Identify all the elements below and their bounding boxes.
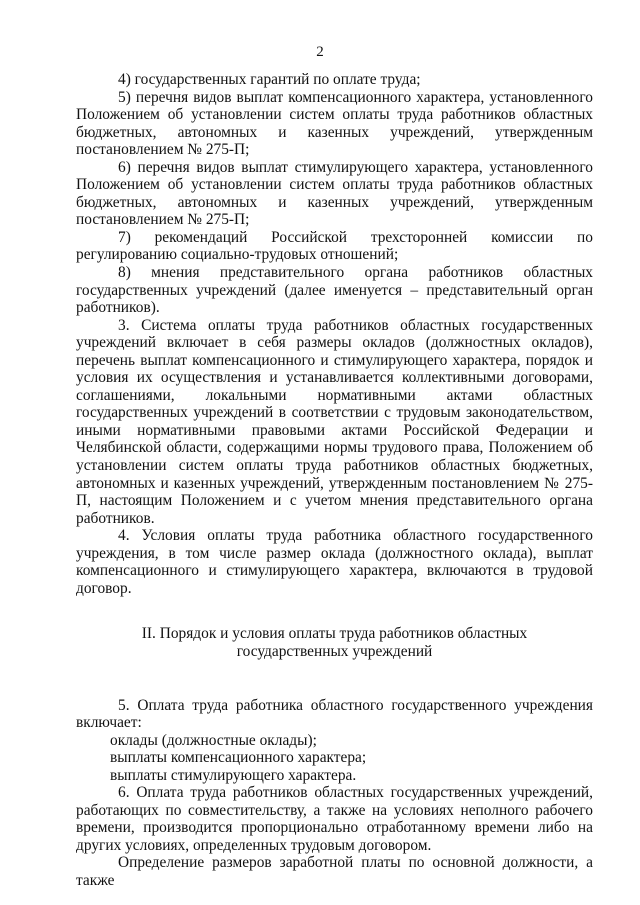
- page-number: 2: [316, 44, 324, 60]
- paragraph-5-intro: 5. Оплата труда работника областного государственного учреждения включает:: [76, 696, 593, 732]
- paragraph-6: 6. Оплата труда работников областных государственных учреждений, работающих по совместительству, а также на условиях неполного рабочего времени, производится пропорционально отработанному времени либо на других условиях, определенных трудовым договором.: [76, 784, 593, 854]
- document-body: [76, 71, 593, 890]
- paragraph-6-continued: Определение размеров заработной платы по основной должности, а также: [76, 854, 593, 889]
- paragraph-item-7: 7) рекомендаций Российской трехсторонней комиссии по регулированию социально-трудовых отношений;: [76, 228, 593, 264]
- paragraph-5-item: выплаты стимулирующего характера.: [110, 766, 357, 784]
- paragraph-item-5: 5) перечня видов выплат компенсационного характера, установленного Положением об установлении систем оплаты труда работников областных бюджетных, автономных и казенных учреждений, утвержденным постановлением № 275-П;: [76, 88, 593, 159]
- paragraph-item-4: 4) государственных гарантий по оплате труда;: [118, 71, 421, 88]
- paragraph-5-item: оклады (должностные оклады);: [110, 731, 317, 749]
- section-heading: II. Порядок и условия оплаты труда работников областных государственных учреждений: [141, 625, 528, 660]
- paragraph-5-item: выплаты компенсационного характера;: [110, 749, 367, 767]
- paragraph-item-8: 8) мнения представительного органа работников областных государственных учреждений (далее именуется – представительный орган работников).: [76, 264, 593, 317]
- paragraph-3: 3. Система оплаты труда работников областных государственных учреждений включает в себя размеры окладов (должностных окладов), перечень выплат компенсационного и стимулирующего характера, порядок и условия их осуществления и устанавливается коллективными договорами, соглашениями, локальными нормативными актами областных государственных учреждений в соответствии с трудовым законодательством, иными нормативными правовыми актами Российской Федерации и Челябинской области, содержащими нормы трудового права, Положением об установлении систем оплаты труда работников областных бюджетных, автономных и казенных учреждений, утвержденным постановлением № 275-П, настоящим Положением и с учетом мнения представительного органа работников.: [76, 316, 593, 527]
- paragraph-item-6: 6) перечня видов выплат стимулирующего характера, установленного Положением об установлении систем оплаты труда работников областных бюджетных, автономных и казенных учреждений, утвержденным постановлением № 275-П;: [76, 158, 593, 229]
- paragraph-4: 4. Условия оплаты труда работника областного государственного учреждения, в том числе размер оклада (должностного оклада), выплат компенсационного и стимулирующего характера, включаются в трудовой договор.: [76, 527, 593, 597]
